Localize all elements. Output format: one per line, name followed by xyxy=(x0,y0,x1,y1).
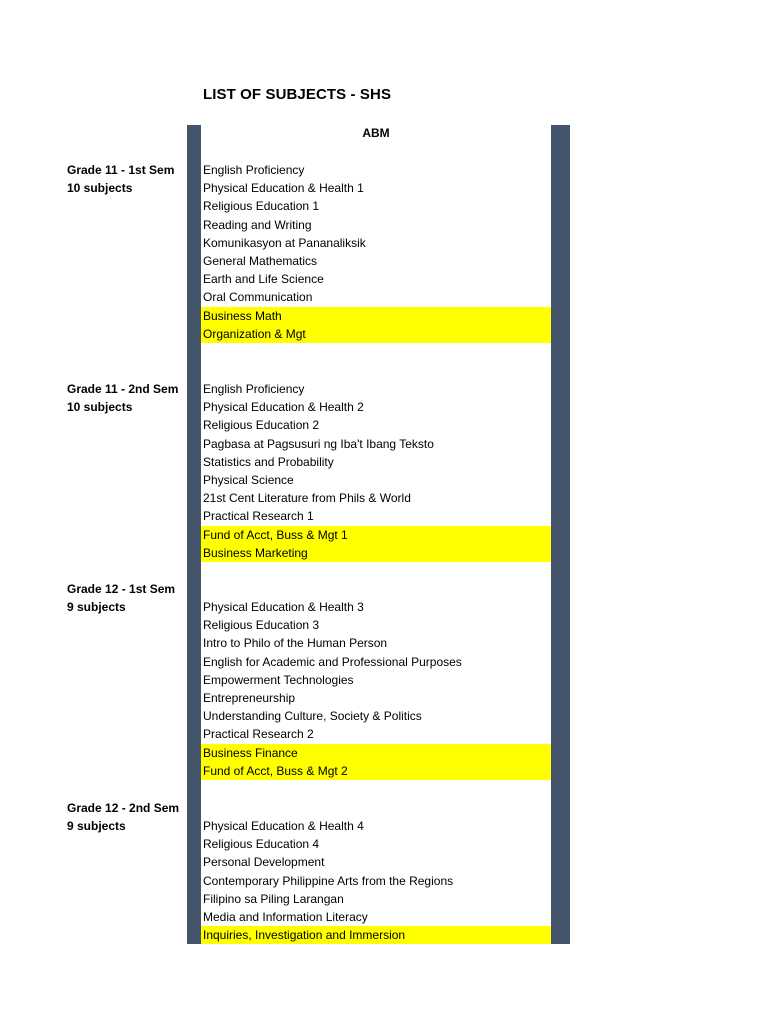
subject-row: Religious Education 3 xyxy=(203,618,320,633)
subject-row: Physical Science xyxy=(203,472,294,487)
grade-label-g11-s1 xyxy=(67,161,174,198)
subject-row: Physical Education & Health 4 xyxy=(203,819,364,833)
subject-row: Understanding Culture, Society & Politics xyxy=(203,709,422,724)
subject-row-highlighted: Business Marketing xyxy=(201,544,551,562)
subject-count: 9 subjects xyxy=(67,600,126,615)
column-border-left xyxy=(187,125,201,944)
subject-row: English Proficiency xyxy=(203,163,305,177)
subject-row: Statistics and Probability xyxy=(203,454,334,469)
column-border-right xyxy=(551,125,570,944)
subject-row: Media and Information Literacy xyxy=(203,909,368,924)
grade-name: Grade 11 - 1st Sem xyxy=(67,163,175,177)
subject-list-g11-s2 xyxy=(201,380,551,562)
page-title: LIST OF SUBJECTS - SHS xyxy=(203,86,392,103)
subject-row: Filipino sa Piling Larangan xyxy=(203,891,344,906)
subject-row: Religious Education 2 xyxy=(203,418,320,433)
subject-row: Komunikasyon at Pananaliksik xyxy=(203,235,366,250)
subject-row-highlighted: Business Math xyxy=(201,307,551,325)
subject-row: General Mathematics xyxy=(203,253,318,268)
subject-row-highlighted: Organization & Mgt xyxy=(201,325,551,343)
subject-row: Physical Education & Health 1 xyxy=(203,181,364,196)
subject-row-highlighted: Business Finance xyxy=(201,744,551,762)
subject-row-highlighted: Fund of Acct, Buss & Mgt 1 xyxy=(201,526,551,544)
subject-row: Practical Research 2 xyxy=(203,727,314,742)
subject-row: Physical Education & Health 2 xyxy=(203,400,364,415)
subject-row: Religious Education 1 xyxy=(203,199,320,214)
subject-row: Earth and Life Science xyxy=(203,272,324,287)
column-header-abm: ABM xyxy=(362,126,390,140)
subject-row: Reading and Writing xyxy=(203,217,312,232)
subject-count: 9 subjects xyxy=(67,819,126,834)
subject-row: English Proficiency xyxy=(203,382,305,396)
subject-list-g12-s2 xyxy=(201,817,551,944)
subject-row: Contemporary Philippine Arts from the Regions xyxy=(203,873,454,888)
grade-name: Grade 12 - 1st Sem xyxy=(67,582,176,596)
subject-row: Intro to Philo of the Human Person xyxy=(203,636,388,651)
subject-row: Personal Development xyxy=(203,855,325,870)
subject-list-g12-s1 xyxy=(201,598,551,780)
subject-row: Entrepreneurship xyxy=(203,690,296,705)
subject-count: 10 subjects xyxy=(67,400,133,415)
subject-list-g11-s1 xyxy=(201,161,551,343)
subject-row: Physical Education & Health 3 xyxy=(203,600,364,614)
subject-row-highlighted: Inquiries, Investigation and Immersion xyxy=(201,926,551,944)
subject-row: English for Academic and Professional Purposes xyxy=(203,654,462,669)
subject-row: Religious Education 4 xyxy=(203,837,320,852)
subject-row-highlighted: Fund of Acct, Buss & Mgt 2 xyxy=(201,762,551,780)
grade-name: Grade 11 - 2nd Sem xyxy=(67,382,179,396)
grade-label-g12-s1 xyxy=(67,580,175,617)
subject-row: Practical Research 1 xyxy=(203,509,314,524)
subject-row: Oral Communication xyxy=(203,290,313,305)
subject-count: 10 subjects xyxy=(67,181,133,196)
grade-label-g12-s2 xyxy=(67,799,179,836)
grade-name: Grade 12 - 2nd Sem xyxy=(67,801,180,815)
subject-row: Empowerment Technologies xyxy=(203,672,354,687)
subject-row: 21st Cent Literature from Phils & World xyxy=(203,491,411,506)
grade-label-g11-s2 xyxy=(67,380,178,417)
subject-row: Pagbasa at Pagsusuri ng Iba't Ibang Teksto xyxy=(203,436,434,451)
